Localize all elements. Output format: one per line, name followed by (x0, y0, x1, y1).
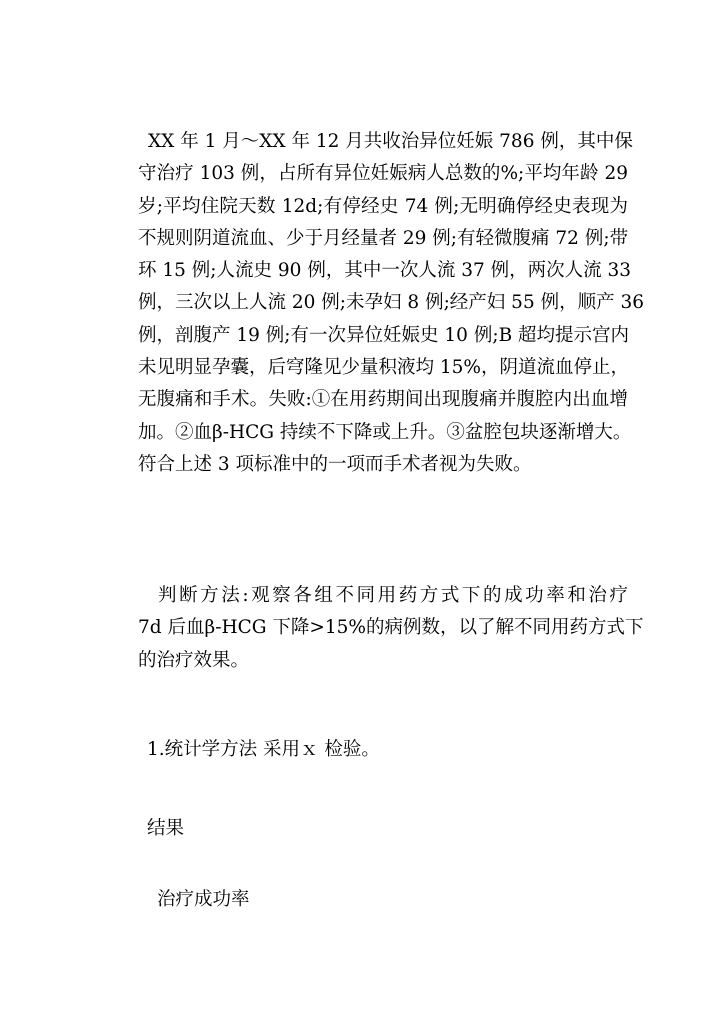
paragraph-judgement-method (138, 580, 644, 677)
paragraph-line: 例，剖腹产 19 例;有一次异位妊娠史 10 例;B 超均提示宫内 (138, 324, 630, 346)
paragraph-line: 岁;平均住院天数 12d;有停经史 74 例;无明确停经史表现为 (138, 195, 628, 217)
paragraph-line: 判断方法:观察各组不同用药方式下的成功率和治疗 (158, 585, 628, 606)
paragraph-line: 无腹痛和手术。失败:①在用药期间出现腹痛并腹腔内出血增 (138, 389, 628, 411)
paragraph-line: 环 15 例;人流史 90 例，其中一次人流 37 例，两次人流 33 (138, 260, 632, 282)
paragraph-line: 符合上述 3 项标准中的一项而手术者视为失败。 (138, 453, 532, 475)
paragraph-line: 守治疗 103 例，占所有异位妊娠病人总数的%;平均年龄 29 (138, 163, 628, 185)
statistics-method-line: 1.统计学方法 采用ｘ 检验。 (147, 739, 380, 760)
paragraph-line: 未见明显孕囊，后穹隆见少量积液均 15%，阴道流血停止， (138, 357, 630, 379)
paragraph-line: XX 年 1 月～XX 年 12 月共收治异位妊娠 786 例，其中保 (148, 131, 633, 152)
paragraph-line: 7d 后血β-HCG 下降>15%的病例数，以了解不同用药方式下 (138, 617, 644, 639)
paragraph-line: 不规则阴道流血、少于月经量者 29 例;有轻微腹痛 72 例;带 (138, 227, 629, 249)
paragraph-line: 的治疗效果。 (138, 649, 250, 671)
success-rate-heading: 治疗成功率 (157, 889, 250, 910)
results-heading: 结果 (147, 818, 185, 839)
paragraph-case-data (138, 126, 645, 481)
paragraph-line: 加。②血β-HCG 持续不下降或上升。③盆腔包块逐渐增大。 (138, 421, 632, 443)
paragraph-line: 例，三次以上人流 20 例;未孕妇 8 例;经产妇 55 例，顺产 36 (138, 292, 645, 314)
